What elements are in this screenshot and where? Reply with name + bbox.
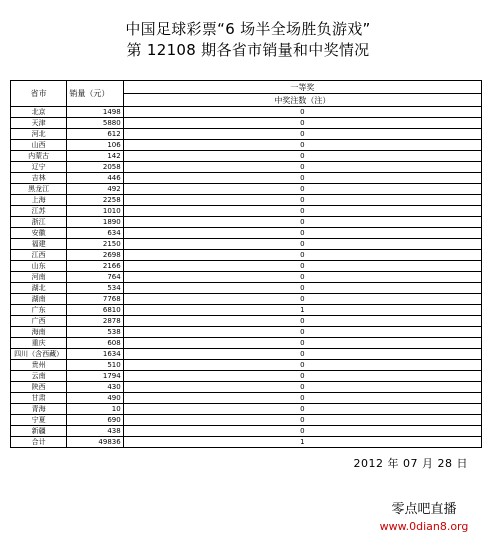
table-row — [11, 173, 482, 184]
table-row — [11, 228, 482, 239]
cell-sales: 510 — [67, 360, 123, 371]
cell-prize-count: 0 — [123, 393, 481, 404]
cell-sales: 2258 — [67, 195, 123, 206]
header-prize-level: 一等奖 — [123, 81, 481, 94]
table-row — [11, 107, 482, 118]
table-row — [11, 272, 482, 283]
cell-prize-count: 0 — [123, 415, 481, 426]
cell-sales: 1498 — [67, 107, 123, 118]
cell-province: 新疆 — [11, 426, 67, 437]
table-row — [11, 393, 482, 404]
cell-prize-count: 1 — [123, 437, 481, 448]
table-row — [11, 217, 482, 228]
cell-sales: 2878 — [67, 316, 123, 327]
table-row — [11, 382, 482, 393]
cell-prize-count: 0 — [123, 294, 481, 305]
cell-prize-count: 0 — [123, 184, 481, 195]
cell-province: 江西 — [11, 250, 67, 261]
header-province: 省市 — [11, 81, 67, 107]
header-prize-count: 中奖注数（注） — [123, 94, 481, 107]
cell-province: 吉林 — [11, 173, 67, 184]
cell-province: 辽宁 — [11, 162, 67, 173]
cell-province: 甘肃 — [11, 393, 67, 404]
cell-province: 山东 — [11, 261, 67, 272]
cell-province: 福建 — [11, 239, 67, 250]
cell-province: 山西 — [11, 140, 67, 151]
table-row — [11, 118, 482, 129]
cell-prize-count: 0 — [123, 173, 481, 184]
table-header-row — [11, 81, 482, 94]
table-row — [11, 316, 482, 327]
report-title: 中国足球彩票“6 场半全场胜负游戏” — [125, 20, 371, 38]
cell-sales: 1010 — [67, 206, 123, 217]
cell-province: 合计 — [11, 437, 67, 448]
table-row — [11, 195, 482, 206]
cell-sales: 10 — [67, 404, 123, 415]
table-row — [11, 360, 482, 371]
cell-sales: 634 — [67, 228, 123, 239]
cell-province: 安徽 — [11, 228, 67, 239]
cell-prize-count: 0 — [123, 118, 481, 129]
cell-province: 内蒙古 — [11, 151, 67, 162]
cell-sales: 430 — [67, 382, 123, 393]
cell-province: 广西 — [11, 316, 67, 327]
cell-sales: 446 — [67, 173, 123, 184]
cell-prize-count: 0 — [123, 316, 481, 327]
watermark-url: www.0dian8.org — [379, 520, 469, 533]
cell-province: 海南 — [11, 327, 67, 338]
table-row — [11, 305, 482, 316]
cell-prize-count: 0 — [123, 239, 481, 250]
cell-sales: 764 — [67, 272, 123, 283]
cell-prize-count: 0 — [123, 371, 481, 382]
table-row — [11, 129, 482, 140]
cell-province: 天津 — [11, 118, 67, 129]
cell-sales: 490 — [67, 393, 123, 404]
table-row — [11, 250, 482, 261]
cell-province: 宁夏 — [11, 415, 67, 426]
cell-prize-count: 0 — [123, 272, 481, 283]
cell-province: 四川（含西藏） — [11, 349, 67, 360]
cell-prize-count: 0 — [123, 327, 481, 338]
cell-sales: 1794 — [67, 371, 123, 382]
cell-province: 青海 — [11, 404, 67, 415]
table-row — [11, 162, 482, 173]
cell-sales: 608 — [67, 338, 123, 349]
cell-prize-count: 0 — [123, 140, 481, 151]
cell-prize-count: 0 — [123, 107, 481, 118]
cell-sales: 690 — [67, 415, 123, 426]
table-row — [11, 184, 482, 195]
cell-sales: 142 — [67, 151, 123, 162]
table-row — [11, 404, 482, 415]
cell-sales: 534 — [67, 283, 123, 294]
cell-prize-count: 0 — [123, 250, 481, 261]
cell-province: 贵州 — [11, 360, 67, 371]
cell-prize-count: 0 — [123, 151, 481, 162]
cell-province: 河北 — [11, 129, 67, 140]
cell-sales: 612 — [67, 129, 123, 140]
cell-prize-count: 0 — [123, 382, 481, 393]
table-row — [11, 426, 482, 437]
table-row — [11, 261, 482, 272]
table-row — [11, 327, 482, 338]
cell-province: 重庆 — [11, 338, 67, 349]
cell-sales: 438 — [67, 426, 123, 437]
cell-prize-count: 0 — [123, 162, 481, 173]
cell-sales: 7768 — [67, 294, 123, 305]
table-row — [11, 151, 482, 162]
cell-province: 湖南 — [11, 294, 67, 305]
cell-province: 湖北 — [11, 283, 67, 294]
table-row — [11, 294, 482, 305]
cell-sales: 6810 — [67, 305, 123, 316]
cell-province: 上海 — [11, 195, 67, 206]
cell-province: 河南 — [11, 272, 67, 283]
table-row — [11, 338, 482, 349]
report-subtitle: 第 12108 期各省市销量和中奖情况 — [126, 41, 370, 59]
cell-sales: 49836 — [67, 437, 123, 448]
cell-province: 陕西 — [11, 382, 67, 393]
report-date: 2012 年 07 月 28 日 — [353, 457, 468, 470]
cell-prize-count: 0 — [123, 360, 481, 371]
cell-province: 广东 — [11, 305, 67, 316]
table-row — [11, 239, 482, 250]
cell-sales: 492 — [67, 184, 123, 195]
table-row — [11, 437, 482, 448]
cell-sales: 1634 — [67, 349, 123, 360]
cell-prize-count: 0 — [123, 217, 481, 228]
cell-sales: 2150 — [67, 239, 123, 250]
cell-sales: 538 — [67, 327, 123, 338]
cell-province: 云南 — [11, 371, 67, 382]
header-sales: 销量（元） — [67, 81, 123, 107]
table-body — [11, 107, 482, 448]
cell-prize-count: 0 — [123, 195, 481, 206]
cell-prize-count: 0 — [123, 129, 481, 140]
cell-prize-count: 0 — [123, 349, 481, 360]
cell-prize-count: 1 — [123, 305, 481, 316]
cell-province: 北京 — [11, 107, 67, 118]
watermark-name: 零点吧直播 — [391, 502, 457, 517]
cell-sales: 2058 — [67, 162, 123, 173]
table-row — [11, 206, 482, 217]
cell-sales: 2698 — [67, 250, 123, 261]
cell-prize-count: 0 — [123, 404, 481, 415]
cell-province: 黑龙江 — [11, 184, 67, 195]
cell-province: 江苏 — [11, 206, 67, 217]
cell-prize-count: 0 — [123, 206, 481, 217]
cell-sales: 106 — [67, 140, 123, 151]
cell-prize-count: 0 — [123, 261, 481, 272]
cell-sales: 5880 — [67, 118, 123, 129]
table-row — [11, 371, 482, 382]
cell-prize-count: 0 — [123, 426, 481, 437]
cell-province: 浙江 — [11, 217, 67, 228]
sales-prize-table — [10, 80, 482, 448]
cell-prize-count: 0 — [123, 338, 481, 349]
table-row — [11, 415, 482, 426]
cell-sales: 1890 — [67, 217, 123, 228]
table-row — [11, 349, 482, 360]
cell-sales: 2166 — [67, 261, 123, 272]
cell-prize-count: 0 — [123, 228, 481, 239]
cell-prize-count: 0 — [123, 283, 481, 294]
table-row — [11, 140, 482, 151]
table-row — [11, 283, 482, 294]
watermark — [364, 498, 484, 533]
